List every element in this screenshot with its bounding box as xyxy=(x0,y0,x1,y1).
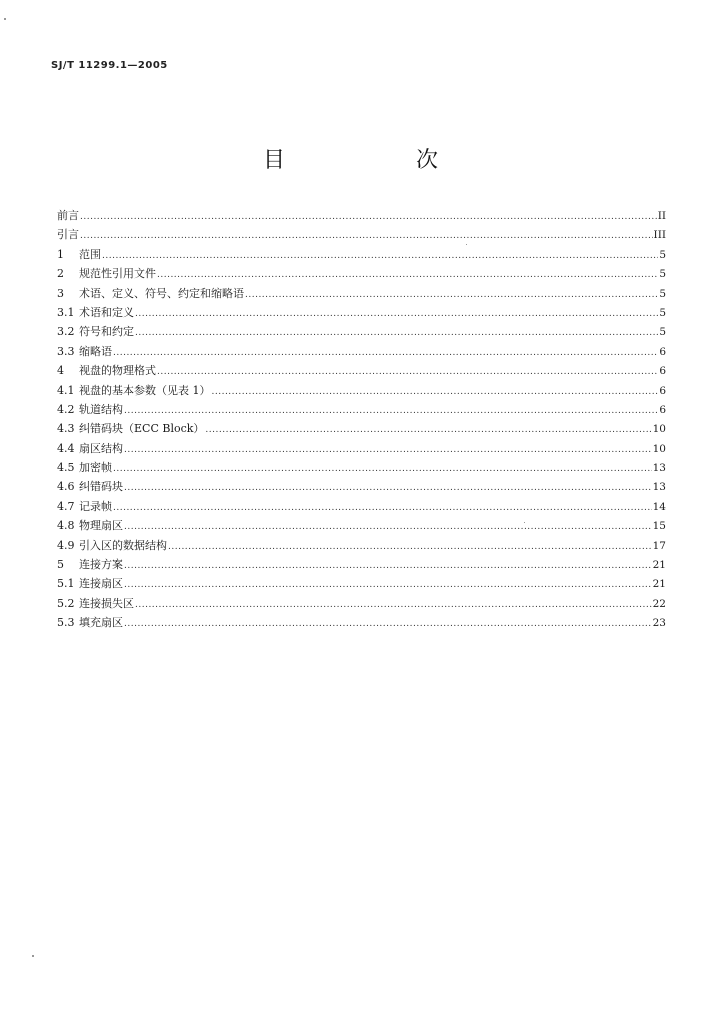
toc-entry xyxy=(57,497,666,516)
toc-entry-title: 引入区的数据结构 xyxy=(79,538,167,552)
toc-entry-title: 引言 xyxy=(57,228,79,242)
toc-entry-number: 4.2 xyxy=(57,402,75,416)
toc-entry xyxy=(57,206,666,225)
toc-entry xyxy=(57,342,666,361)
toc-entry xyxy=(57,458,666,477)
toc-leader-dots xyxy=(245,286,658,305)
toc-entry-title: 扇区结构 xyxy=(79,441,123,455)
toc-entry-page: 21 xyxy=(652,578,666,591)
toc-leader-dots xyxy=(102,247,658,266)
toc-entry-page: 21 xyxy=(652,559,666,572)
toc-entry-page: 17 xyxy=(652,539,666,552)
toc-entry-title: 纠错码块 xyxy=(79,480,123,494)
toc-entry-number: 5.2 xyxy=(57,596,75,610)
toc-entry-number: 3.2 xyxy=(57,325,75,339)
toc-entry xyxy=(57,322,666,341)
table-of-contents xyxy=(57,206,666,633)
toc-entry xyxy=(57,439,666,458)
toc-leader-dots xyxy=(80,208,657,227)
toc-entry-title: 术语、定义、符号、约定和缩略语 xyxy=(79,286,244,300)
toc-entry xyxy=(57,555,666,574)
toc-entry-number: 3 xyxy=(57,286,64,300)
toc-entry-title: 轨道结构 xyxy=(79,402,123,416)
scan-speck xyxy=(524,522,525,523)
scan-speck xyxy=(4,18,6,20)
toc-entry xyxy=(57,516,666,535)
toc-entry-number: 5.3 xyxy=(57,616,75,630)
toc-leader-dots xyxy=(124,576,652,595)
page-title: 目 次 xyxy=(263,148,500,173)
toc-entry xyxy=(57,381,666,400)
toc-entry-number: 4 xyxy=(57,364,64,378)
toc-entry-number: 1 xyxy=(57,247,64,261)
toc-entry xyxy=(57,400,666,419)
toc-entry-page: 14 xyxy=(652,500,666,513)
toc-entry-title: 术语和定义 xyxy=(79,305,134,319)
toc-entry-title: 范围 xyxy=(79,247,101,261)
toc-leader-dots xyxy=(124,557,652,576)
toc-entry-page: 13 xyxy=(652,481,666,494)
toc-entry-page: 10 xyxy=(652,442,666,455)
toc-entry-page: 5 xyxy=(659,248,666,261)
toc-entry-number: 4.1 xyxy=(57,383,75,397)
toc-leader-dots xyxy=(135,596,652,615)
toc-entry-title: 填充扇区 xyxy=(79,616,123,630)
toc-entry-number: 4.6 xyxy=(57,480,75,494)
toc-entry-page: 10 xyxy=(652,423,666,436)
toc-entry-title: 连接扇区 xyxy=(79,577,123,591)
toc-leader-dots xyxy=(212,383,659,402)
toc-entry-number: 4.9 xyxy=(57,538,75,552)
toc-entry xyxy=(57,264,666,283)
toc-entry-number: 5.1 xyxy=(57,577,75,591)
toc-entry-title: 符号和约定 xyxy=(79,325,134,339)
toc-entry-page: 5 xyxy=(659,268,666,281)
toc-entry-page: 23 xyxy=(652,617,666,630)
toc-entry-title: 物理扇区 xyxy=(79,519,123,533)
toc-entry-page: 5 xyxy=(659,306,666,319)
toc-entry-number: 4.8 xyxy=(57,519,75,533)
toc-entry-title: 连接方案 xyxy=(79,558,123,572)
toc-entry-page: 13 xyxy=(652,462,666,475)
toc-leader-dots xyxy=(135,324,658,343)
toc-entry-page: II xyxy=(657,210,666,222)
toc-entry xyxy=(57,419,666,438)
toc-leader-dots xyxy=(135,305,658,324)
toc-entry xyxy=(57,613,666,632)
toc-entry-title: 视盘的物理格式 xyxy=(79,364,156,378)
toc-leader-dots xyxy=(157,363,658,382)
toc-leader-dots xyxy=(80,227,653,246)
toc-entry xyxy=(57,225,666,244)
toc-leader-dots xyxy=(124,518,652,537)
toc-entry-number: 5 xyxy=(57,558,64,572)
toc-leader-dots xyxy=(124,479,652,498)
toc-entry-title: 前言 xyxy=(57,209,79,222)
toc-entry-title: 加密帧 xyxy=(79,461,112,475)
toc-entry-page: 5 xyxy=(659,326,666,339)
toc-leader-dots xyxy=(124,441,652,460)
toc-entry-title: 规范性引用文件 xyxy=(79,267,156,281)
toc-entry-number: 4.5 xyxy=(57,461,75,475)
toc-entry-page: 22 xyxy=(652,597,666,610)
toc-entry-number: 3.3 xyxy=(57,344,75,358)
toc-entry-title: 连接损失区 xyxy=(79,596,134,610)
toc-leader-dots xyxy=(113,499,652,518)
toc-entry-title: 纠错码块（ECC Block） xyxy=(79,422,205,436)
scan-speck xyxy=(466,244,467,245)
toc-entry-page: 15 xyxy=(652,520,666,533)
toc-leader-dots xyxy=(113,460,652,479)
toc-entry-number: 3.1 xyxy=(57,305,75,319)
toc-entry-title: 缩略语 xyxy=(79,344,112,358)
standard-code: SJ/T 11299.1—2005 xyxy=(51,60,168,71)
toc-entry xyxy=(57,594,666,613)
toc-entry-page: 6 xyxy=(659,403,666,416)
toc-entry-number: 4.7 xyxy=(57,499,75,513)
toc-entry-number: 4.4 xyxy=(57,441,75,455)
toc-entry xyxy=(57,303,666,322)
toc-entry-page: 6 xyxy=(659,365,666,378)
toc-entry xyxy=(57,574,666,593)
toc-entry xyxy=(57,361,666,380)
toc-entry-title: 记录帧 xyxy=(79,499,112,513)
toc-entry-number: 4.3 xyxy=(57,422,75,436)
toc-entry-page: III xyxy=(653,229,666,242)
toc-entry-number: 2 xyxy=(57,267,64,281)
toc-entry-page: 5 xyxy=(659,287,666,300)
toc-leader-dots xyxy=(205,421,651,440)
toc-entry-page: 6 xyxy=(659,345,666,358)
toc-leader-dots xyxy=(124,615,652,634)
toc-entry-title: 视盘的基本参数（见表 1） xyxy=(79,383,211,397)
toc-entry xyxy=(57,284,666,303)
toc-leader-dots xyxy=(113,344,658,363)
toc-entry-page: 6 xyxy=(659,384,666,397)
toc-entry xyxy=(57,536,666,555)
scan-speck xyxy=(32,955,34,957)
toc-entry xyxy=(57,477,666,496)
toc-leader-dots xyxy=(168,538,652,557)
toc-entry xyxy=(57,245,666,264)
